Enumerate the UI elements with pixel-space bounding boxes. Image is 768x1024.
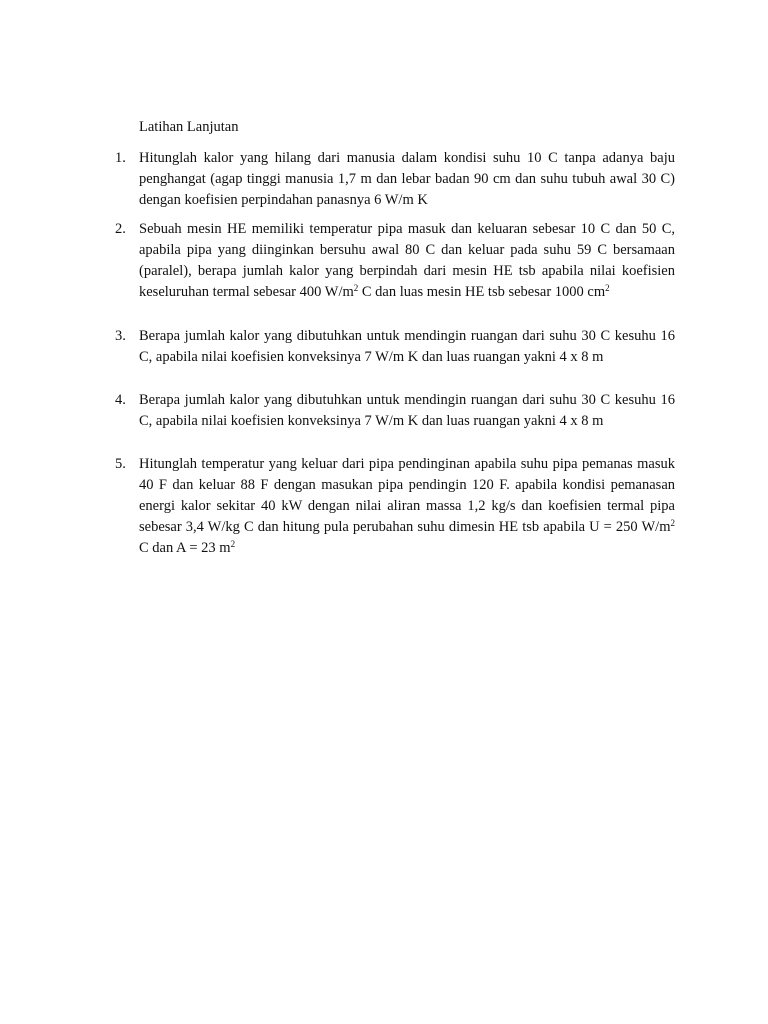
- exercise-item: [115, 390, 675, 432]
- superscript: 2: [353, 283, 359, 293]
- exercise-number: 5.: [115, 456, 126, 472]
- exercise-text: [139, 326, 675, 368]
- exercise-item: [115, 219, 675, 303]
- exercise-number: 4.: [115, 392, 126, 408]
- exercise-text: [139, 390, 675, 432]
- exercise-text: [139, 454, 675, 559]
- superscript: 2: [670, 518, 675, 528]
- exercise-text-segment: Hitunglah temperatur yang keluar dari pipa pendinginan apabila suhu pipa pemanas masuk 40 F dan keluar 88 F dengan masukan pipa pendingin 120 F. apabila kondisi pemanasan energi kalor sekitar 40 kW dengan nilai aliran massa 1,2 kg/s dan koefisien termal pipa sebesar 3,4 W/kg C dan hitung pula perubahan suhu dimesin HE tsb apabila U = 250 W/m: [139, 456, 675, 535]
- exercise-text: [139, 219, 675, 303]
- exercise-number: 1.: [115, 150, 126, 166]
- exercise-text-segment: C dan luas mesin HE tsb sebesar 1000 cm: [358, 284, 606, 300]
- exercise-text-segment: Sebuah mesin HE memiliki temperatur pipa masuk dan keluaran sebesar 10 C dan 50 C, apabila pipa yang diinginkan bersuhu awal 80 C dan keluar pada suhu 59 C bersamaan (paralel), berapa jumlah kalor yang berpindah dari mesin HE tsb apabila nilai koefisien keseluruhan termal sebesar 400 W/m: [139, 221, 675, 300]
- exercise-item: [115, 326, 675, 368]
- exercise-number: 3.: [115, 328, 126, 344]
- exercise-item: [115, 454, 675, 559]
- exercise-text-segment: C dan A = 23 m: [139, 540, 231, 556]
- exercise-text: [139, 148, 675, 211]
- exercise-text-segment: Berapa jumlah kalor yang dibutuhkan untuk mendingin ruangan dari suhu 30 C kesuhu 16 C, apabila nilai koefisien konveksinya 7 W/m K dan luas ruangan yakni 4 x 8 m: [139, 392, 675, 429]
- superscript: 2: [605, 283, 610, 293]
- superscript: 2: [230, 539, 236, 549]
- exercise-text-segment: Hitunglah kalor yang hilang dari manusia dalam kondisi suhu 10 C tanpa adanya baju penghangat (agap tinggi manusia 1,7 m dan lebar badan 90 cm dan suhu tubuh awal 30 C) dengan koefisien perpindahan panasnya 6 W/m K: [139, 150, 675, 208]
- exercise-text-segment: Berapa jumlah kalor yang dibutuhkan untuk mendingin ruangan dari suhu 30 C kesuhu 16 C, apabila nilai koefisien konveksinya 7 W/m K dan luas ruangan yakni 4 x 8 m: [139, 328, 675, 365]
- document-title: Latihan Lanjutan: [139, 119, 239, 135]
- exercise-item: [115, 148, 675, 211]
- exercise-number: 2.: [115, 221, 126, 237]
